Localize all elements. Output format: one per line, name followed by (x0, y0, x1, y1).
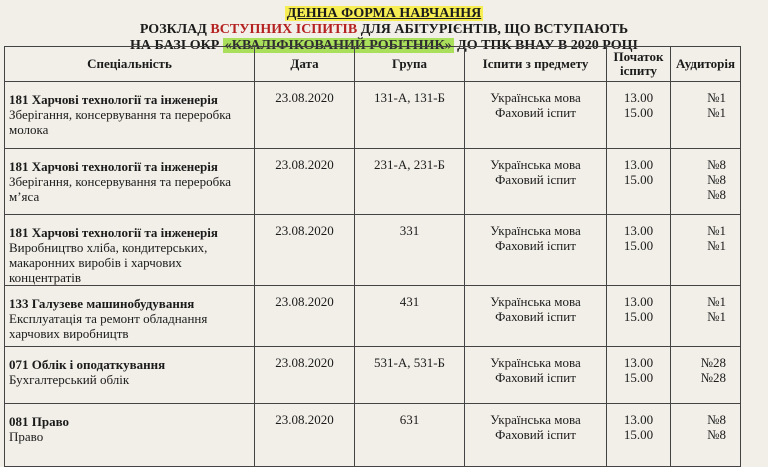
room-cell: №8 №8 №8 (671, 149, 741, 215)
col-header-start: Початок іспиту (607, 47, 671, 82)
specialty-cell: 133 Галузеве машинобудування Експлуатація та ремонт обладнання харчових виробництв (5, 286, 255, 347)
room-cell: №1 №1 (671, 286, 741, 347)
start-time-cell: 13.00 15.00 (607, 347, 671, 404)
specialty-cell: 181 Харчові технології та інженерія Зберігання, консервування та переробка м’яса (5, 149, 255, 215)
date-cell: 23.08.2020 (255, 404, 355, 467)
specialty-cell: 071 Облік і оподаткування Бухгалтерський облік (5, 347, 255, 404)
date-cell: 23.08.2020 (255, 82, 355, 149)
table-row (5, 215, 741, 286)
specialty-cell: 181 Харчові технології та інженерія Виробництво хліба, кондитерських, макаронних виробів і харчових концентратів (5, 215, 255, 286)
date-cell: 23.08.2020 (255, 347, 355, 404)
schedule-subtitle: НА БАЗІ ОКР «КВАЛІФІКОВАНИЙ РОБІТНИК» ДО ТПК ВНАУ В 2020 РОЦІ (130, 38, 638, 53)
table-row (5, 286, 741, 347)
group-cell: 431 (355, 286, 465, 347)
group-cell: 531-А, 531-Б (355, 347, 465, 404)
start-time-cell: 13.00 15.00 (607, 404, 671, 467)
col-header-room: Аудиторія (671, 47, 741, 82)
room-cell: №1 №1 (671, 82, 741, 149)
group-cell: 131-А, 131-Б (355, 82, 465, 149)
exam-schedule-table (4, 46, 741, 467)
exams-cell: Українська мова Фаховий іспит (465, 215, 607, 286)
table-row (5, 404, 741, 467)
table-row (5, 149, 741, 215)
table-row (5, 347, 741, 404)
table-header-row (5, 47, 741, 82)
start-time-cell: 13.00 15.00 (607, 215, 671, 286)
exams-cell: Українська мова Фаховий іспит (465, 286, 607, 347)
room-cell: №1 №1 (671, 215, 741, 286)
exams-cell: Українська мова Фаховий іспит (465, 149, 607, 215)
room-cell: №28 №28 (671, 347, 741, 404)
date-cell: 23.08.2020 (255, 215, 355, 286)
form-title: ДЕННА ФОРМА НАВЧАННЯ (286, 6, 482, 21)
specialty-cell: 181 Харчові технології та інженерія Зберігання, консервування та переробка молока (5, 82, 255, 149)
date-cell: 23.08.2020 (255, 149, 355, 215)
col-header-specialty: Спеціальність (5, 47, 255, 82)
col-header-date: Дата (255, 47, 355, 82)
exams-cell: Українська мова Фаховий іспит (465, 82, 607, 149)
start-time-cell: 13.00 15.00 (607, 82, 671, 149)
room-cell: №8 №8 (671, 404, 741, 467)
schedule-title: РОЗКЛАД ВСТУПНИХ ІСПИТІВ ДЛЯ АБІТУРІЄНТІВ, ЩО ВСТУПАЮТЬ (139, 22, 629, 37)
start-time-cell: 13.00 15.00 (607, 286, 671, 347)
date-cell: 23.08.2020 (255, 286, 355, 347)
col-header-exams: Іспити з предмету (465, 47, 607, 82)
group-cell: 231-А, 231-Б (355, 149, 465, 215)
start-time-cell: 13.00 15.00 (607, 149, 671, 215)
group-cell: 331 (355, 215, 465, 286)
col-header-group: Група (355, 47, 465, 82)
exams-cell: Українська мова Фаховий іспит (465, 347, 607, 404)
table-row (5, 82, 741, 149)
specialty-cell: 081 Право Право (5, 404, 255, 467)
group-cell: 631 (355, 404, 465, 467)
exams-cell: Українська мова Фаховий іспит (465, 404, 607, 467)
